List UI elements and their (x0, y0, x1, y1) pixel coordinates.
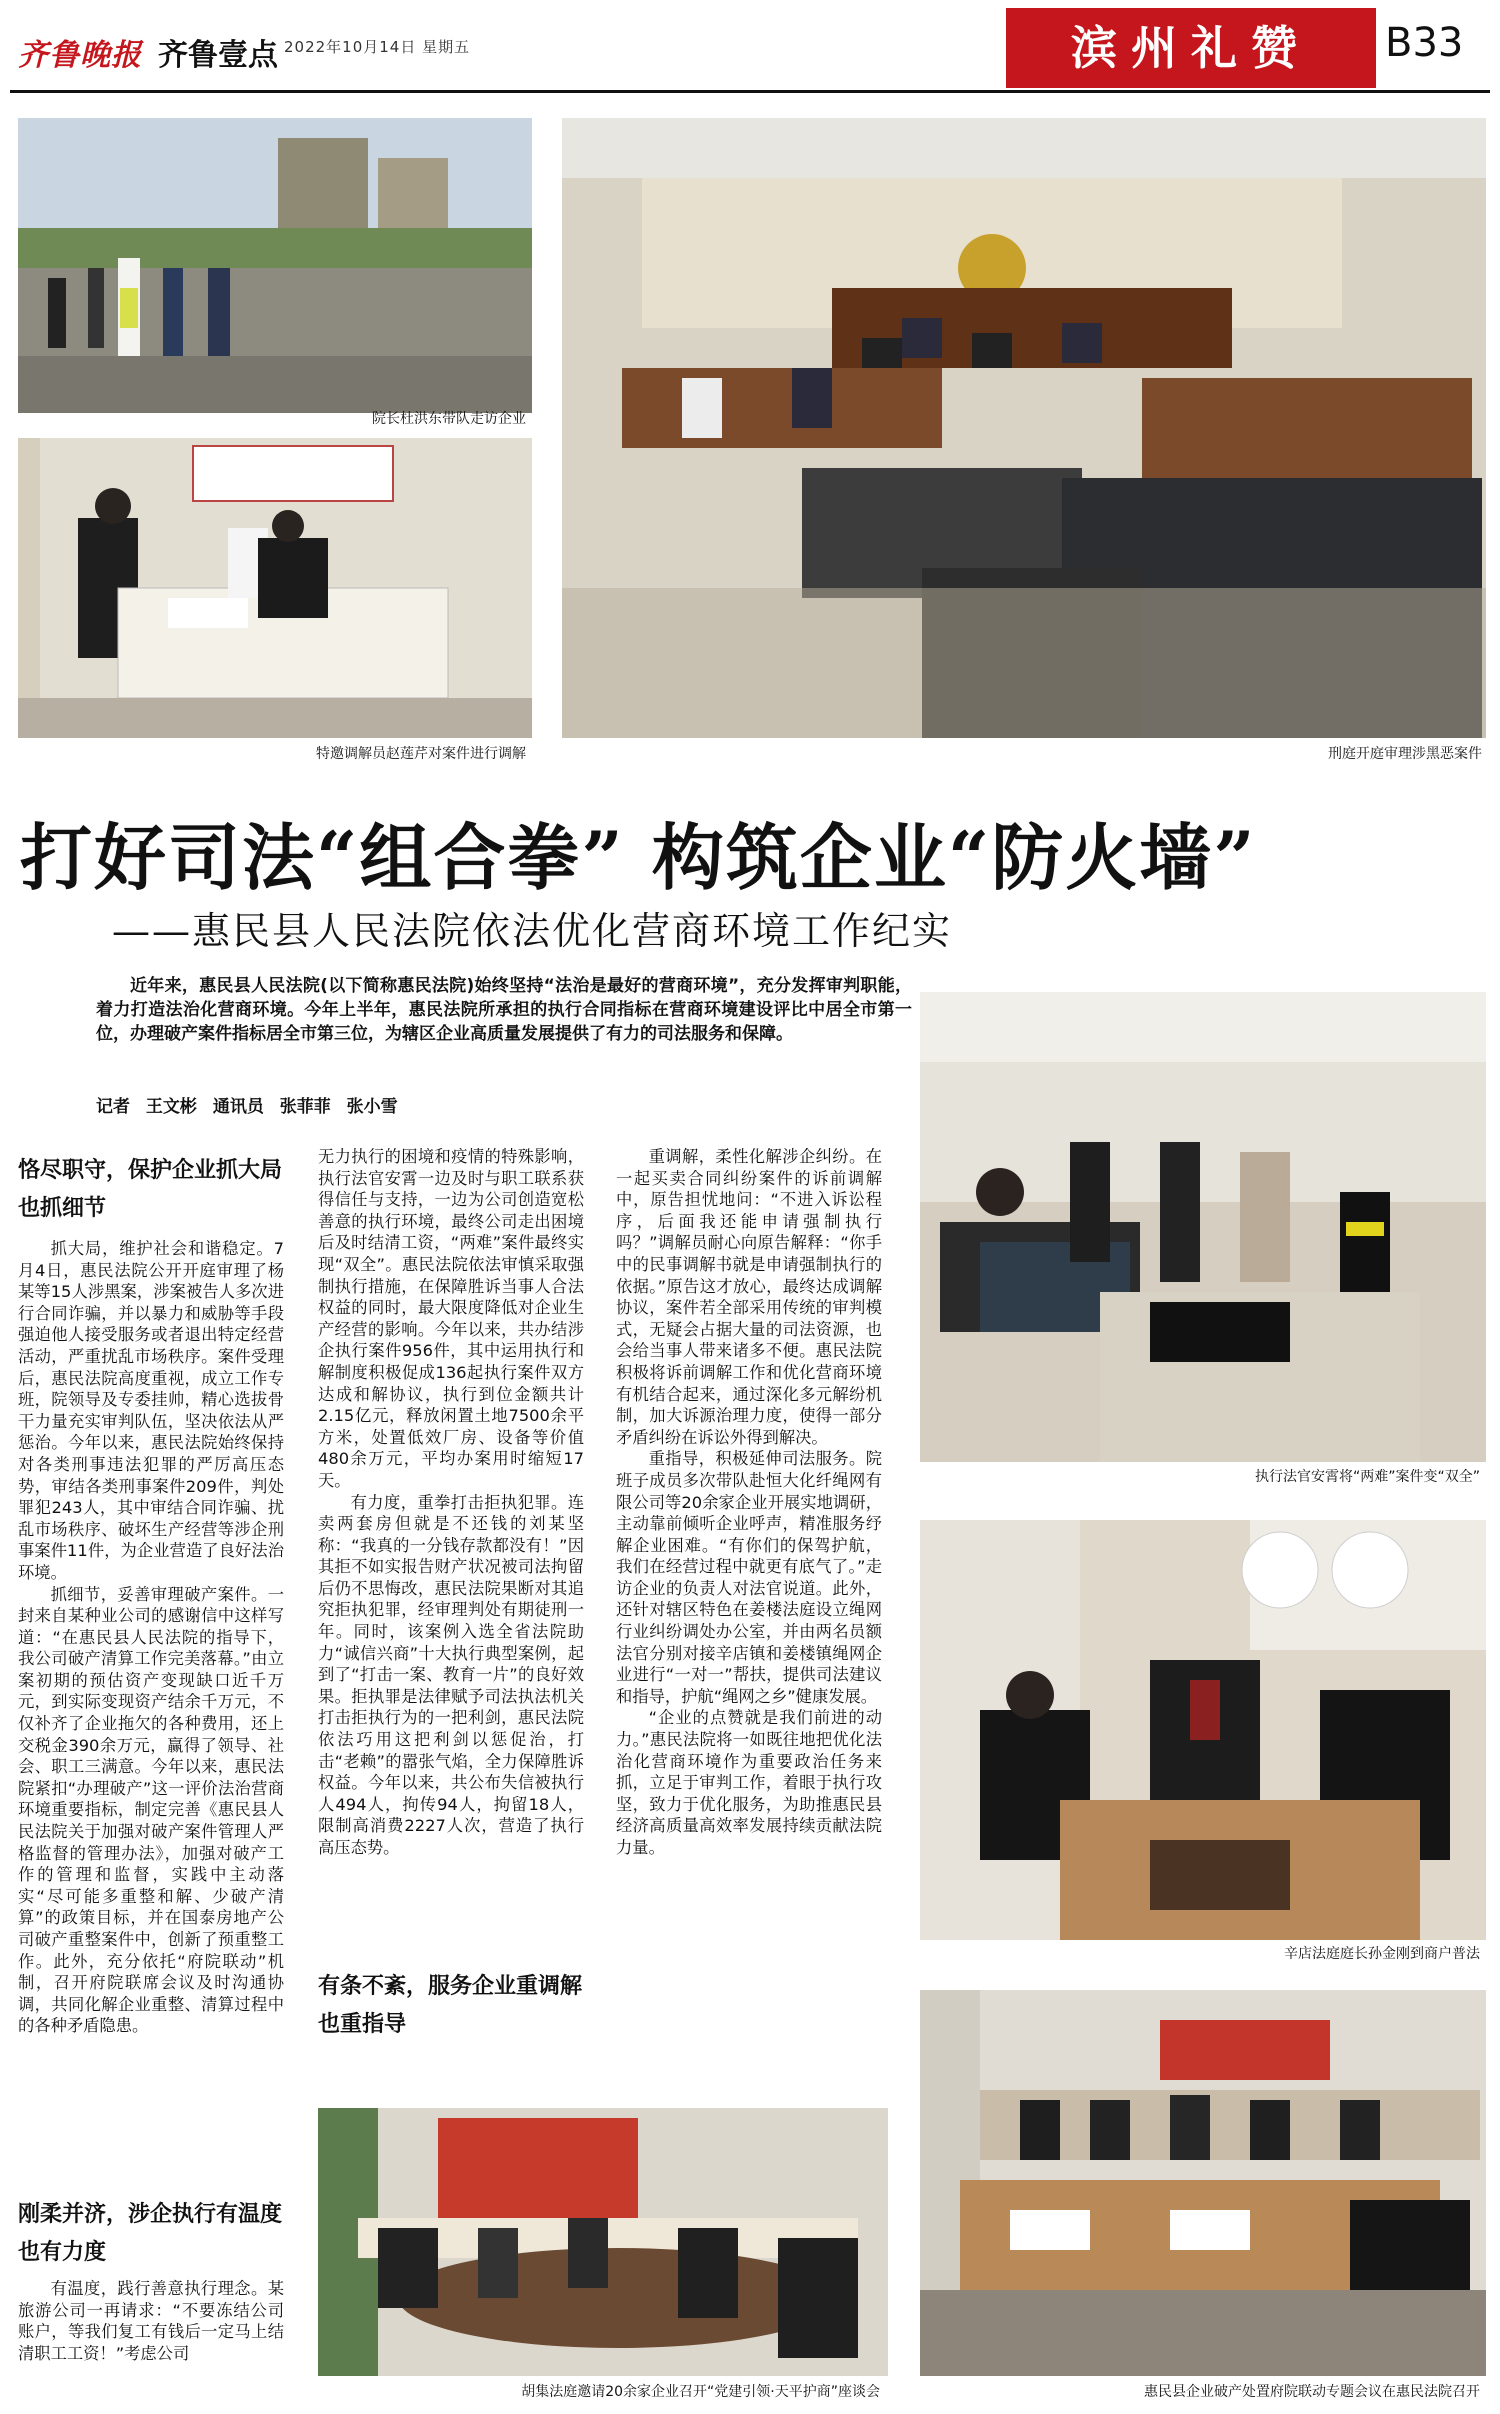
caption-mediation: 特邀调解员赵莲芹对案件进行调解 (316, 746, 526, 762)
col2-paragraph-2: 有力度，重拳打击拒执犯罪。连卖两套房但就是不还钱的刘某坚称：“我真的一分钱存款都没有！”因其拒不如实报告财产状况被司法拘留后仍不思悔改，惠民法院果断对其追究拒执犯罪，经审理判处有期徒刑一年。同时，该案例入选全省法院助力“诚信兴商”十大执行典型案例，起到了“打击一案、教育一片”的良好效果。拒执罪是法律赋予司法执法机关打击拒执行为的一把利剑，惠民法院依法巧用这把利剑以惩促治，打击“老赖”的嚣张气焰，全力保障胜诉权益。今年以来，共公布失信被执行人494人，拘传94人，拘留18人，限制高消费2227人次，营造了执行高压态势。 (318, 1492, 584, 1857)
photo-bankruptcy-meeting-image (920, 1990, 1486, 2376)
photo-courtroom-image (562, 118, 1486, 738)
photo-bankruptcy-meeting (920, 1990, 1486, 2376)
caption-execution-judge: 执行法官安霄将“两难”案件变“双全” (1254, 1469, 1480, 1485)
article-headline: 打好司法“组合拳” 构筑企业“防火墙” (20, 815, 1257, 900)
column-3 (616, 1146, 882, 1859)
caption-legal-outreach: 辛店法庭庭长孙金刚到商户普法 (1284, 1946, 1480, 1962)
photo-courtroom (562, 118, 1486, 738)
col1-paragraph-3: 有温度，践行善意执行理念。某旅游公司一再请求：“不要冻结公司账户，等我们复工有钱后一定马上结清职工工资！”考虑公司 (18, 2279, 284, 2363)
photo-enterprise-visit-image (18, 118, 532, 413)
caption-courtroom: 刑庭开庭审理涉黑恶案件 (1328, 746, 1482, 762)
col1-paragraph-1: 抓大局，维护社会和谐稳定。7月4日，惠民法院公开开庭审理了杨某等15人涉黑案，涉案被告人多次进行合同诈骗，并以暴力和威胁等手段强迫他人接受服务或者退出特定经营活动，严重扰乱市场秩序。案件受理后，惠民法院高度重视，成立工作专班，院领导及专委挂帅，精心选拔骨干力量充实审判队伍，坚决依法从严惩治。今年以来，惠民法院始终保持对各类刑事违法犯罪的严厉高压态势，审结各类刑事案件209件，判处罪犯243人，其中审结合同诈骗、扰乱市场秩序、破坏生产经营等涉企刑事案件11件，为企业营造了良好法治环境。 (18, 1239, 284, 1582)
section-title: 滨州礼赞 (1006, 8, 1376, 88)
photo-mediation (18, 438, 532, 738)
col3-paragraph-1: 重调解，柔性化解涉企纠纷。在一起买卖合同纠纷案件的诉前调解中，原告担忧地问：“不进入诉讼程序，后面我还能申请强制执行吗？”调解员耐心向原告解释：“你手中的民事调解书就是申请强制执行的依据。”原告这才放心，最终达成调解协议，案件若全部采用传统的审判模式，无疑会占据大量的司法资源，也会给当事人带来诸多不便。惠民法院积极将诉前调解工作和优化营商环境有机结合起来，通过深化多元解纷机制，加大诉源治理力度，使得一部分矛盾纠纷在诉讼外得到解决。 (616, 1147, 882, 1447)
article-lead: 近年来，惠民县人民法院(以下简称惠民法院)始终坚持“法治是最好的营商环境”，充分发挥审判职能，着力打造法治化营商环境。今年上半年，惠民法院所承担的执行合同指标在营商环境建设评比中居全市第一位，办理破产案件指标居全市第三位，为辖区企业高质量发展提供了有力的司法服务和保障。 (96, 976, 912, 1044)
caption-seminar: 胡集法庭邀请20余家企业召开“党建引领·天平护商”座谈会 (521, 2384, 880, 2400)
section-heading-1: 恪尽职守，保护企业抓大局也抓细节 (18, 1158, 283, 1221)
col1-paragraph-2: 抓细节，妥善审理破产案件。一封来自某种业公司的感谢信中这样写道：“在惠民县人民法院的指导下，我公司破产清算工作完美落幕。”由立案初期的预估资产变现缺口近千万元，到实际变现资产结余千万元，不仅补齐了企业拖欠的各种费用，还上交税金390余万元，赢得了领导、社会、职工三满意。今年以来，惠民法院紧扣“办理破产”这一评价法治营商环境重要指标，制定完善《惠民县人民法院关于加强对破产案件管理人严格监督的管理办法》，加强对破产工作的管理和监督，实践中主动落实“尽可能多重整和解、少破产清算”的政策目标，并在国泰房地产公司破产重整案件中，创新了预重整工作。此外，充分依托“府院联动”机制，召开府院联席会议及时沟通协调，共同化解企业重整、清算过程中的各种矛盾隐患。 (18, 1584, 284, 2036)
masthead-rule (10, 90, 1490, 93)
section-heading-2: 刚柔并济，涉企执行有温度也有力度 (18, 2202, 283, 2265)
caption-bankruptcy-meeting: 惠民县企业破产处置府院联动专题会议在惠民法院召开 (1144, 2384, 1480, 2400)
col3-paragraph-3: “企业的点赞就是我们前进的动力。”惠民法院将一如既往地把优化法治化营商环境作为重要政治任务来抓，立足于审判工作，着眼于执行攻坚，致力于优化服务，为助推惠民县经济高质量高效率发展持续贡献法院力量。 (616, 1708, 882, 1857)
caption-enterprise-visit: 院长杜洪东带队走访企业 (372, 411, 526, 427)
section-heading-3: 有条不紊，服务企业重调解也重指导 (318, 1974, 583, 2037)
photo-seminar-image (318, 2108, 888, 2376)
column-2 (318, 1146, 584, 1859)
photo-legal-outreach (920, 1520, 1486, 1940)
article-subheadline: ——惠民县人民法院依法优化营商环境工作纪实 (112, 909, 953, 953)
photo-enterprise-visit (18, 118, 532, 413)
photo-execution-judge (920, 992, 1486, 1462)
photo-seminar (318, 2108, 888, 2376)
photo-mediation-image (18, 438, 532, 738)
newspaper-logo: 齐鲁晚报 (18, 38, 142, 73)
photo-execution-judge-image (920, 992, 1486, 1462)
column-1-continued (18, 2278, 284, 2364)
column-1 (18, 1238, 284, 2037)
page-number: B33 (1385, 20, 1464, 66)
app-brand-logo: 齐鲁壹点 (158, 38, 278, 73)
col2-paragraph-1: 无力执行的困境和疫情的特殊影响，执行法官安霄一边及时与职工联系获得信任与支持，一边为公司创造宽松善意的执行环境，最终公司走出困境后及时结清工资，“两难”案件最终实现“双全”。惠民法院依法审慎采取强制执行措施，在保障胜诉当事人合法权益的同时，最大限度降低对企业生产经营的影响。今年以来，共办结涉企执行案件956件，其中运用执行和解制度积极促成136起执行案件双方达成和解协议，执行到位金额共计2.15亿元，释放闲置土地7500余平方米，处置低效厂房、设备等价值480余万元，平均办案用时缩短17天。 (318, 1147, 584, 1490)
col3-paragraph-2: 重指导，积极延伸司法服务。院班子成员多次带队赴恒大化纤绳网有限公司等20余家企业开展实地调研，主动靠前倾听企业呼声，精准服务纾解企业困难。“有你们的保驾护航，我们在经营过程中就更有底气了。”走访企业的负责人对法官说道。此外，还针对辖区特色在姜楼法庭设立绳网行业纠纷调处办公室，并由两名员额法官分别对接辛店镇和姜楼镇绳网企业进行“一对一”帮扶，提供司法建议和指导，护航“绳网之乡”健康发展。 (616, 1449, 882, 1706)
article-byline: 记者 王文彬 通讯员 张菲菲 张小雪 (96, 1097, 398, 1117)
photo-legal-outreach-image (920, 1520, 1486, 1940)
issue-date: 2022年10月14日 星期五 (284, 38, 471, 56)
